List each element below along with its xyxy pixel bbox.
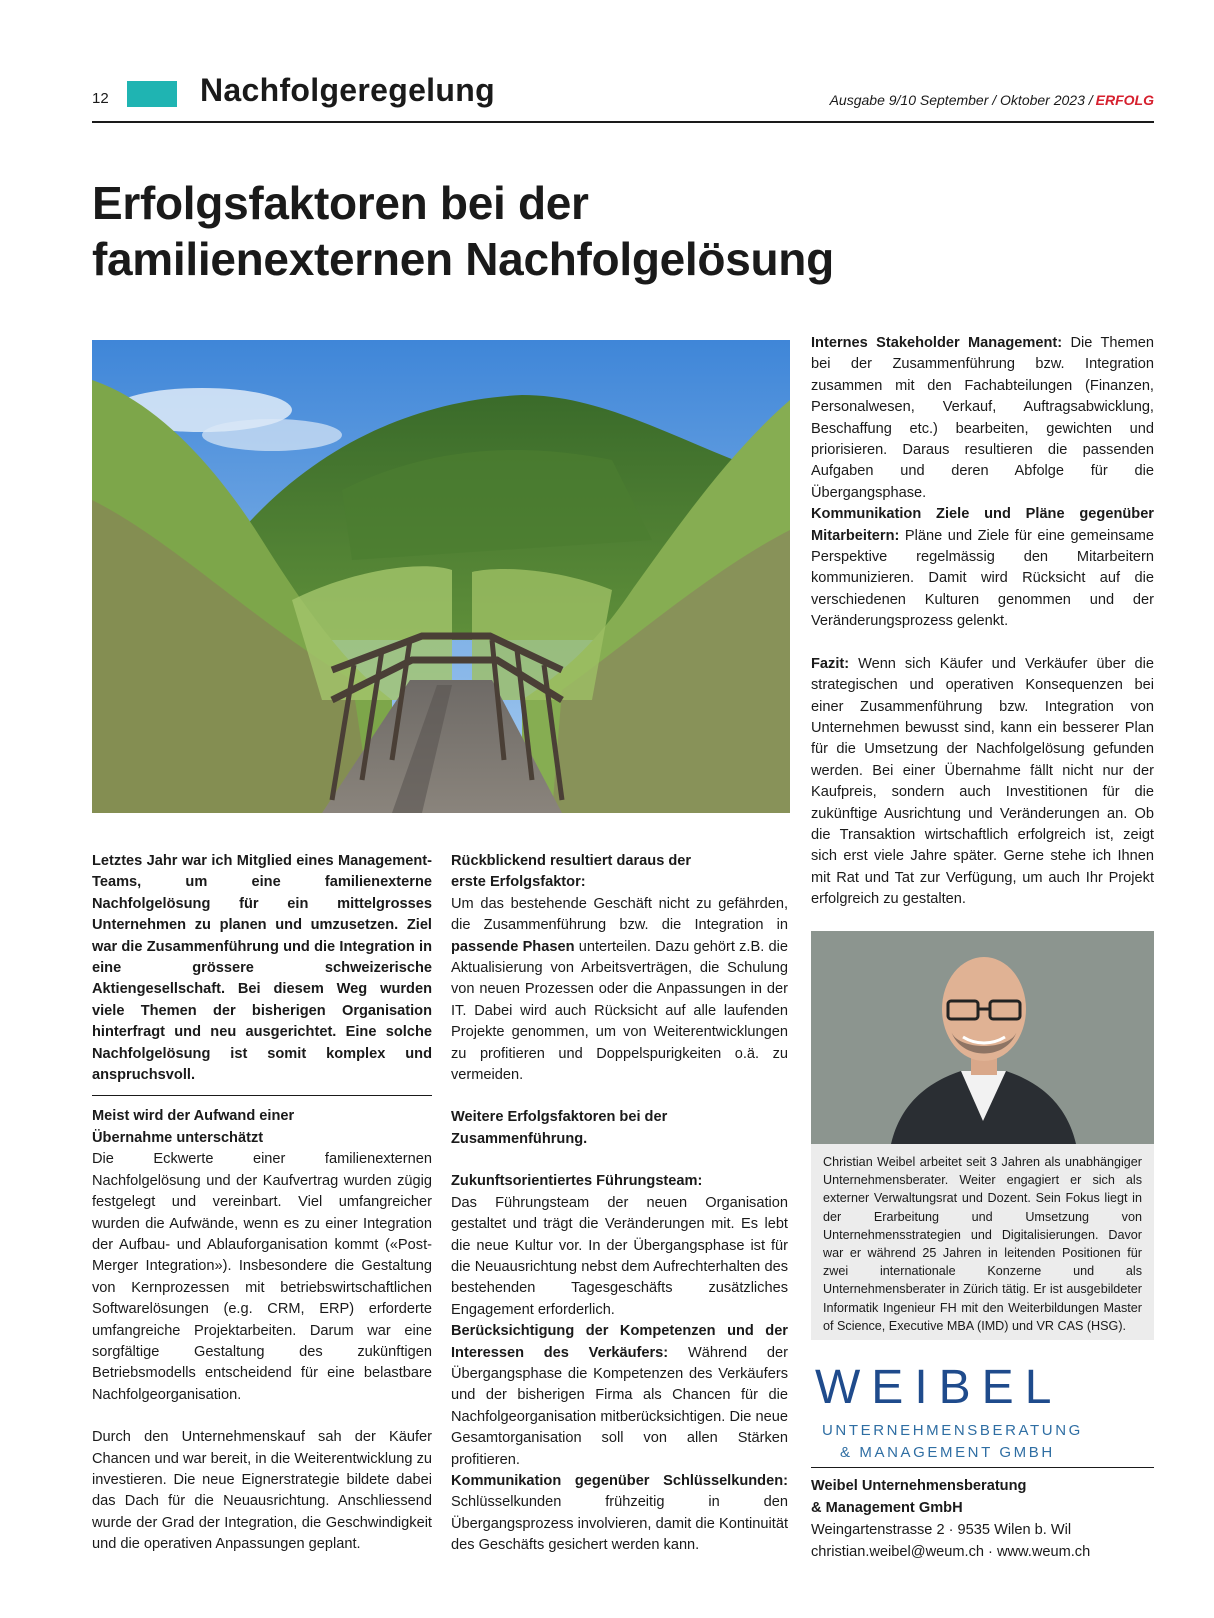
boardwalk-forest-photo [92, 340, 790, 813]
subheading-aufwand-1: Meist wird der Aufwand einer [92, 1108, 295, 1125]
paragraph-fazit: Fazit: Wenn sich Käufer und Verkäufer über die strategischen und operativen Konsequenzen bei einer Zusammenführung bzw. Integration von Unternehmen bewusst sind, kann ein besserer Plan für die Umsetzung der Nachfolgelösung gefunden werden. Bei einer Übernahme fällt nicht nur der Kaufpreis, sondern auch Investitionen für die zukünftige Ausrichtung und Veränderungen an. Ob die Transaktion wirtschaftlich erfolgreich ist, zeigt sich erst viele Jahre später. Gerne stehe ich Ihnen mit Rat und Tat zur Verfügung, um auch Ihr Projekt erfolgreich zu gestalten. [811, 655, 1155, 908]
issue-text: Ausgabe 9/10 September / Oktober 2023 / [829, 92, 1093, 108]
paragraph-eckwerte: Die Eckwerte einer familienexternen Nachfolgelösung und der Kaufvertrag wurden zügig festgelegt und vereinbart. Viel umfangreicher wurden die Aufwände, wenn es zu einer Integration der Aufbau- und Ablauforganisation kommt («Post-Merger Integration»). Insbesondere die Gestaltung von Kernprozessen mit betriebswirtschaftlichen Softwarelösungen (e.g. CRM, ERP) erforderte umfangreiche Projektarbeiten. Darum war eine sorgfältige Gestaltung des zukünftigen Betriebsmodells entscheidend für eine belastbare Nachfolgeorganisation. [92, 1151, 432, 1403]
subheading-fuehrungsteam: Zukunftsorientiertes Führungsteam: [451, 1173, 703, 1190]
issue-line [830, 92, 1154, 108]
author-caption: Christian Weibel arbeitet seit 3 Jahren als unabhängiger Unternehmensberater. Weiter engagiert er sich als externer Verwaltungsrat und Dozent. Sein Fokus liegt in der Erarbeitung und Umsetzung von Unternehmensstrategien und Digitalisierungen. Davor war er während 25 Jahren in leitenden Positionen für zwei internationale Konzerne und als Unternehmensberater in Zürich tätig. Er ist ausgebildeter Informatik Ingenieur FH mit den Weiterbildungen Master of Science, Executive MBA (IMD) und VR CAS (HSG). [811, 1144, 1154, 1340]
article-lead: Letztes Jahr war ich Mitglied eines Management-Teams, um eine familienexterne Nachfolgelösung für ein mittelgrosses Unternehmen zu planen und umzusetzen. Ziel war die Zusammenführung und die Integration in eine grössere schweizerische Aktiengesellschaft. Bei diesem Weg wurden viele Themen der bisherigen Organisation hinterfragt und neu ausgerichtet. Eine solche Nachfolgelösung ist somit komplex und anspruchsvoll. [92, 853, 432, 1084]
paragraph-phasen: Um das bestehende Geschäft nicht zu gefährden, die Zusammenführung bzw. die Integration in passende Phasen unterteilen. Dazu gehört z.B. die Aktualisierung von Arbeitsverträgen, die Schulung von neuen Prozessen oder die Anpassungen in der IT. Dabei wird auch Rücksicht auf alle laufenden Projekte genommen, um von Weiterentwicklungen zu profitieren und Doppelspurigkeiten o.ä. zu vermeiden. [451, 895, 788, 1084]
subheading-rueckblick-1: Rückblickend resultiert daraus der [451, 853, 692, 869]
company-email-web[interactable]: christian.weibel@weum.ch · www.weum.ch [811, 1544, 1091, 1560]
section-title: Nachfolgeregelung [200, 72, 495, 108]
paragraph-unternehmenskauf: Durch den Unternehmenskauf sah der Käufer Chancen und war bereit, in die Weiterentwicklung zu investieren. Die neue Eignerstrategie bildete dabei das Dach für die Neuausrichtung. Anschliessend wurde der Grad der Integration, die Geschwindigkeit und die operativen Anpassungen geplant. [92, 1429, 432, 1553]
magazine-brand: ERFOLG [1095, 92, 1154, 108]
company-logo-wordmark: WEIBEL [815, 1361, 1063, 1414]
subheading-rueckblick-2: erste Erfolgsfaktor: [451, 874, 586, 891]
article-column-3 [811, 333, 1154, 911]
article-column-2 [451, 851, 788, 1557]
paragraph-fuehrungsteam: Das Führungsteam der neuen Organisation gestaltet und trägt die Veränderungen mit. Es lebt die neue Kultur vor. In der Übergangsphase ist für die Neuausrichtung nebst dem Aufrechterhalten des bestehenden Tagesgeschäfts zusätzliches Engagement erforderlich. [451, 1194, 788, 1318]
article-headline [92, 175, 992, 287]
lead-divider [92, 1095, 432, 1096]
subheading-weitere-2: Zusammenführung. [451, 1130, 588, 1147]
item-kompetenzen: Berücksichtigung der Kompetenzen und der Interessen des Verkäufers: Während der Übergangsphase die Kompetenzen des Verkäufers und der bisherigen Firma als Chancen für die Nachfolgeorganisation mitberücksichtigen. Die neue Gesamtorganisation soll von allen Stärken profitieren. [451, 1323, 788, 1468]
section-color-bar [127, 81, 177, 107]
subheading-weitere-1: Weitere Erfolgsfaktoren bei der [451, 1109, 668, 1126]
page-number: 12 [92, 90, 109, 107]
company-logo-line-2: & MANAGEMENT GMBH [840, 1444, 1055, 1461]
headline-line-2: familienexternen Nachfolgelösung [92, 233, 834, 285]
article-column-1 [92, 851, 432, 1556]
item-stakeholder: Internes Stakeholder Management: Die Themen bei der Zusammenführung bzw. Integration zusammen mit den Fachabteilungen (Finanzen, Personalwesen, Verkauf, Auftragsabwicklung, Beschaffung etc.) bearbeiten, gewichten und priorisieren. Daraus resultieren die passenden Aufgaben und deren Abfolge für die Übergangsphase. [811, 335, 1154, 501]
item-schluesselkunden: Kommunikation gegenüber Schlüsselkunden: Schlüsselkunden frühzeitig in den Übergangsprozess involvieren, damit die Kontinuität des Geschäfts gesichert werden kann. [451, 1472, 788, 1554]
company-address: Weingartenstrasse 2 · 9535 Wilen b. Wil [811, 1522, 1072, 1538]
item-kommunikation-mitarbeiter: Kommunikation Ziele und Pläne gegenüber Mitarbeitern: Pläne und Ziele für eine gemeinsame Perspektive regelmässig den Mitarbeitern kommunizieren. Damit wird Rücksicht auf die verschiedenen Kulturen genommen und der Veränderungsprozess gelenkt. [811, 506, 1154, 630]
header-rule [92, 121, 1154, 123]
company-logo-line-1: UNTERNEHMENSBERATUNG [822, 1422, 1083, 1439]
headline-line-1: Erfolgsfaktoren bei der [92, 177, 589, 229]
author-portrait [811, 931, 1154, 1144]
emphasis-passende-phasen: passende Phasen [451, 938, 575, 955]
company-contact [811, 1475, 1154, 1563]
subheading-aufwand-2: Übernahme unterschätzt [92, 1129, 264, 1146]
company-name-2: & Management GmbH [811, 1500, 963, 1516]
contact-divider [811, 1467, 1154, 1468]
company-name-1: Weibel Unternehmensberatung [811, 1478, 1027, 1494]
